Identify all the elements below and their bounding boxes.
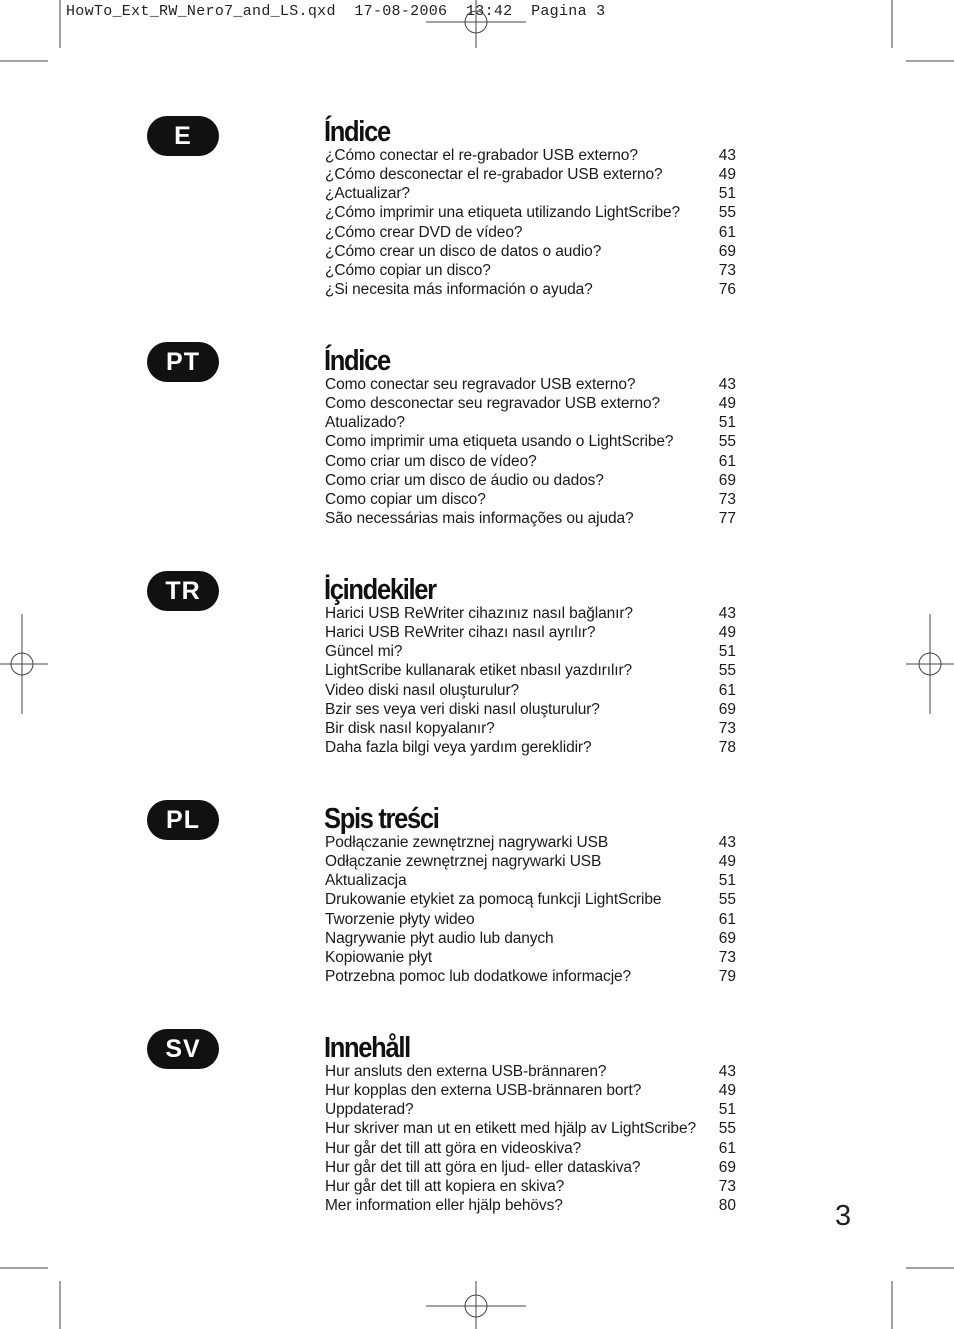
toc-entry-text: Como conectar seu regravador USB externo?: [325, 376, 636, 393]
toc-entry-text: Como criar um disco de vídeo?: [325, 452, 537, 470]
toc-entry-text: Bir disk nasıl kopyalanır?: [325, 719, 495, 737]
toc-entry-text: Hur ansluts den externa USB-brännaren?: [325, 1063, 607, 1080]
toc-entry-text: Aktualizacja: [325, 872, 407, 890]
toc-entry-text: ¿Cómo desconectar el re-grabador USB externo?: [325, 166, 663, 184]
toc-entry-text: Harici USB ReWriter cihazınız nasıl bağlanır?: [325, 605, 633, 622]
toc-entry-page: 80: [718, 1196, 736, 1214]
section-title: Índice: [324, 345, 390, 377]
toc-entry: [325, 471, 736, 490]
toc-entry: [325, 1062, 736, 1081]
toc-list: [325, 1062, 736, 1215]
toc-entry-page: 61: [718, 452, 736, 470]
language-badge: PT: [147, 342, 219, 382]
toc-entry: [325, 719, 736, 738]
toc-entry-page: 51: [718, 872, 736, 890]
toc-entry: [325, 280, 736, 299]
toc-entry-page: 73: [718, 261, 736, 279]
toc-entry-page: 76: [718, 280, 736, 298]
toc-list: [325, 833, 736, 986]
toc-entry: [325, 738, 736, 757]
toc-entry-text: Hur går det till att göra en ljud- eller dataskiva?: [325, 1158, 641, 1176]
registration-mark-left: [0, 614, 48, 714]
toc-entry-text: Uppdaterad?: [325, 1101, 414, 1119]
language-badge: TR: [147, 571, 219, 611]
toc-entry-page: 69: [718, 471, 736, 489]
toc-entry: [325, 509, 736, 528]
toc-entry-page: 73: [718, 490, 736, 508]
toc-entry-page: 61: [718, 223, 736, 241]
toc-entry: [325, 642, 736, 661]
toc-entry-text: Bzir ses veya veri diski nasıl oluşturulur?: [325, 700, 600, 718]
toc-entry-page: 43: [718, 376, 736, 393]
toc-entry-text: Hur går det till att kopiera en skiva?: [325, 1177, 565, 1195]
toc-entry-text: São necessárias mais informações ou ajuda?: [325, 509, 634, 527]
toc-entry: [325, 242, 736, 261]
toc-entry: [325, 375, 736, 394]
toc-entry-page: 51: [718, 414, 736, 432]
toc-entry-page: 49: [718, 624, 736, 642]
toc-entry-text: Odłączanie zewnętrznej nagrywarki USB: [325, 853, 602, 871]
toc-entry-page: 55: [718, 433, 736, 451]
section-title: İçindekiler: [324, 574, 436, 606]
toc-entry-page: 77: [718, 509, 736, 527]
toc-entry-page: 43: [718, 605, 736, 622]
section-title: Índice: [324, 116, 390, 148]
toc-entry: [325, 833, 736, 852]
toc-entry: [325, 452, 736, 471]
toc-entry: [325, 1158, 736, 1177]
toc-entry: [325, 661, 736, 680]
registration-mark-top: [426, 0, 526, 48]
toc-entry-page: 79: [718, 967, 736, 985]
toc-list: [325, 146, 736, 299]
toc-entry: [325, 146, 736, 165]
toc-entry-page: 49: [718, 1082, 736, 1100]
toc-entry: [325, 490, 736, 509]
toc-entry-page: 51: [718, 1101, 736, 1119]
toc-entry-page: 69: [718, 929, 736, 947]
toc-list: [325, 604, 736, 757]
toc-entry-text: Güncel mi?: [325, 643, 403, 661]
toc-entry: [325, 413, 736, 432]
toc-entry-page: 69: [718, 1158, 736, 1176]
toc-entry: [325, 1081, 736, 1100]
toc-entry-text: ¿Cómo conectar el re-grabador USB externo?: [325, 147, 638, 164]
toc-entry-text: ¿Cómo crear DVD de vídeo?: [325, 223, 523, 241]
file-slug: HowTo_Ext_RW_Nero7_and_LS.qxd 17-08-2006 13:42 Pagina 3: [66, 3, 606, 20]
toc-entry-text: Tworzenie płyty wideo: [325, 910, 475, 928]
toc-entry-text: Daha fazla bilgi veya yardım gereklidir?: [325, 738, 592, 756]
toc-entry-text: Hur skriver man ut en etikett med hjälp av LightScribe?: [325, 1120, 696, 1138]
toc-entry-page: 61: [718, 1139, 736, 1157]
toc-entry: [325, 184, 736, 203]
toc-entry-page: 78: [718, 738, 736, 756]
toc-entry: [325, 967, 736, 986]
toc-entry-text: Harici USB ReWriter cihazı nasıl ayrılır?: [325, 624, 596, 642]
toc-entry: [325, 604, 736, 623]
toc-entry-page: 49: [718, 395, 736, 413]
toc-entry-text: Podłączanie zewnętrznej nagrywarki USB: [325, 834, 609, 851]
toc-entry: [325, 1177, 736, 1196]
toc-entry-page: 43: [718, 147, 736, 164]
toc-entry-text: Video diski nasıl oluşturulur?: [325, 681, 520, 699]
toc-entry-page: 55: [718, 1120, 736, 1138]
toc-entry-text: ¿Actualizar?: [325, 185, 410, 203]
toc-entry-text: Potrzebna pomoc lub dodatkowe informacje?: [325, 967, 632, 985]
language-badge: PL: [147, 800, 219, 840]
toc-entry-page: 51: [718, 643, 736, 661]
toc-entry: [325, 165, 736, 184]
registration-mark-bottom: [426, 1281, 526, 1329]
toc-entry-text: Como imprimir uma etiqueta usando o LightScribe?: [325, 433, 674, 451]
toc-entry-page: 69: [718, 700, 736, 718]
toc-entry-page: 49: [718, 166, 736, 184]
toc-entry-page: 51: [718, 185, 736, 203]
toc-entry-page: 43: [718, 1063, 736, 1080]
toc-entry-page: 55: [718, 662, 736, 680]
toc-entry-page: 49: [718, 853, 736, 871]
toc-entry: [325, 1139, 736, 1158]
toc-entry-text: Kopiowanie płyt: [325, 948, 433, 966]
toc-entry-page: 73: [718, 948, 736, 966]
toc-entry-text: Hur kopplas den externa USB-brännaren bort?: [325, 1082, 642, 1100]
toc-entry-text: ¿Cómo copiar un disco?: [325, 261, 491, 279]
toc-entry: [325, 623, 736, 642]
toc-entry: [325, 681, 736, 700]
registration-mark-right: [906, 614, 954, 714]
toc-entry: [325, 871, 736, 890]
toc-entry: [325, 261, 736, 280]
toc-entry: [325, 203, 736, 222]
toc-list: [325, 375, 736, 528]
toc-entry: [325, 890, 736, 909]
toc-entry-text: Mer information eller hjälp behövs?: [325, 1196, 563, 1214]
section-title: Spis treści: [324, 803, 439, 835]
toc-entry-page: 43: [718, 834, 736, 851]
toc-entry: [325, 700, 736, 719]
toc-entry-text: Como desconectar seu regravador USB externo?: [325, 395, 661, 413]
toc-entry-text: Hur går det till att göra en videoskiva?: [325, 1139, 582, 1157]
toc-entry-text: Drukowanie etykiet za pomocą funkcji LightScribe: [325, 891, 662, 909]
toc-entry-text: ¿Cómo crear un disco de datos o audio?: [325, 242, 602, 260]
toc-entry-page: 73: [718, 1177, 736, 1195]
toc-entry: [325, 852, 736, 871]
toc-entry-page: 69: [718, 242, 736, 260]
toc-entry-page: 61: [718, 681, 736, 699]
page-number: 3: [835, 1200, 852, 1232]
toc-entry-text: ¿Si necesita más información o ayuda?: [325, 280, 593, 298]
toc-entry: [325, 1100, 736, 1119]
toc-entry: [325, 1196, 736, 1215]
toc-entry: [325, 432, 736, 451]
toc-entry: [325, 1119, 736, 1138]
toc-entry: [325, 223, 736, 242]
toc-entry-text: Como copiar um disco?: [325, 490, 486, 508]
toc-entry-text: LightScribe kullanarak etiket nbasıl yazdırılır?: [325, 662, 633, 680]
language-badge: SV: [147, 1029, 219, 1069]
toc-entry-text: Nagrywanie płyt audio lub danych: [325, 929, 554, 947]
toc-entry-page: 61: [718, 910, 736, 928]
toc-entry: [325, 948, 736, 967]
toc-entry: [325, 394, 736, 413]
toc-entry-page: 73: [718, 719, 736, 737]
language-badge: E: [147, 116, 219, 156]
toc-entry-page: 55: [718, 204, 736, 222]
toc-entry: [325, 910, 736, 929]
section-title: Innehåll: [324, 1032, 410, 1064]
toc-entry-text: ¿Cómo imprimir una etiqueta utilizando LightScribe?: [325, 204, 681, 222]
toc-entry-text: Como criar um disco de áudio ou dados?: [325, 471, 604, 489]
toc-entry-page: 55: [718, 891, 736, 909]
toc-entry-text: Atualizado?: [325, 414, 405, 432]
toc-entry: [325, 929, 736, 948]
